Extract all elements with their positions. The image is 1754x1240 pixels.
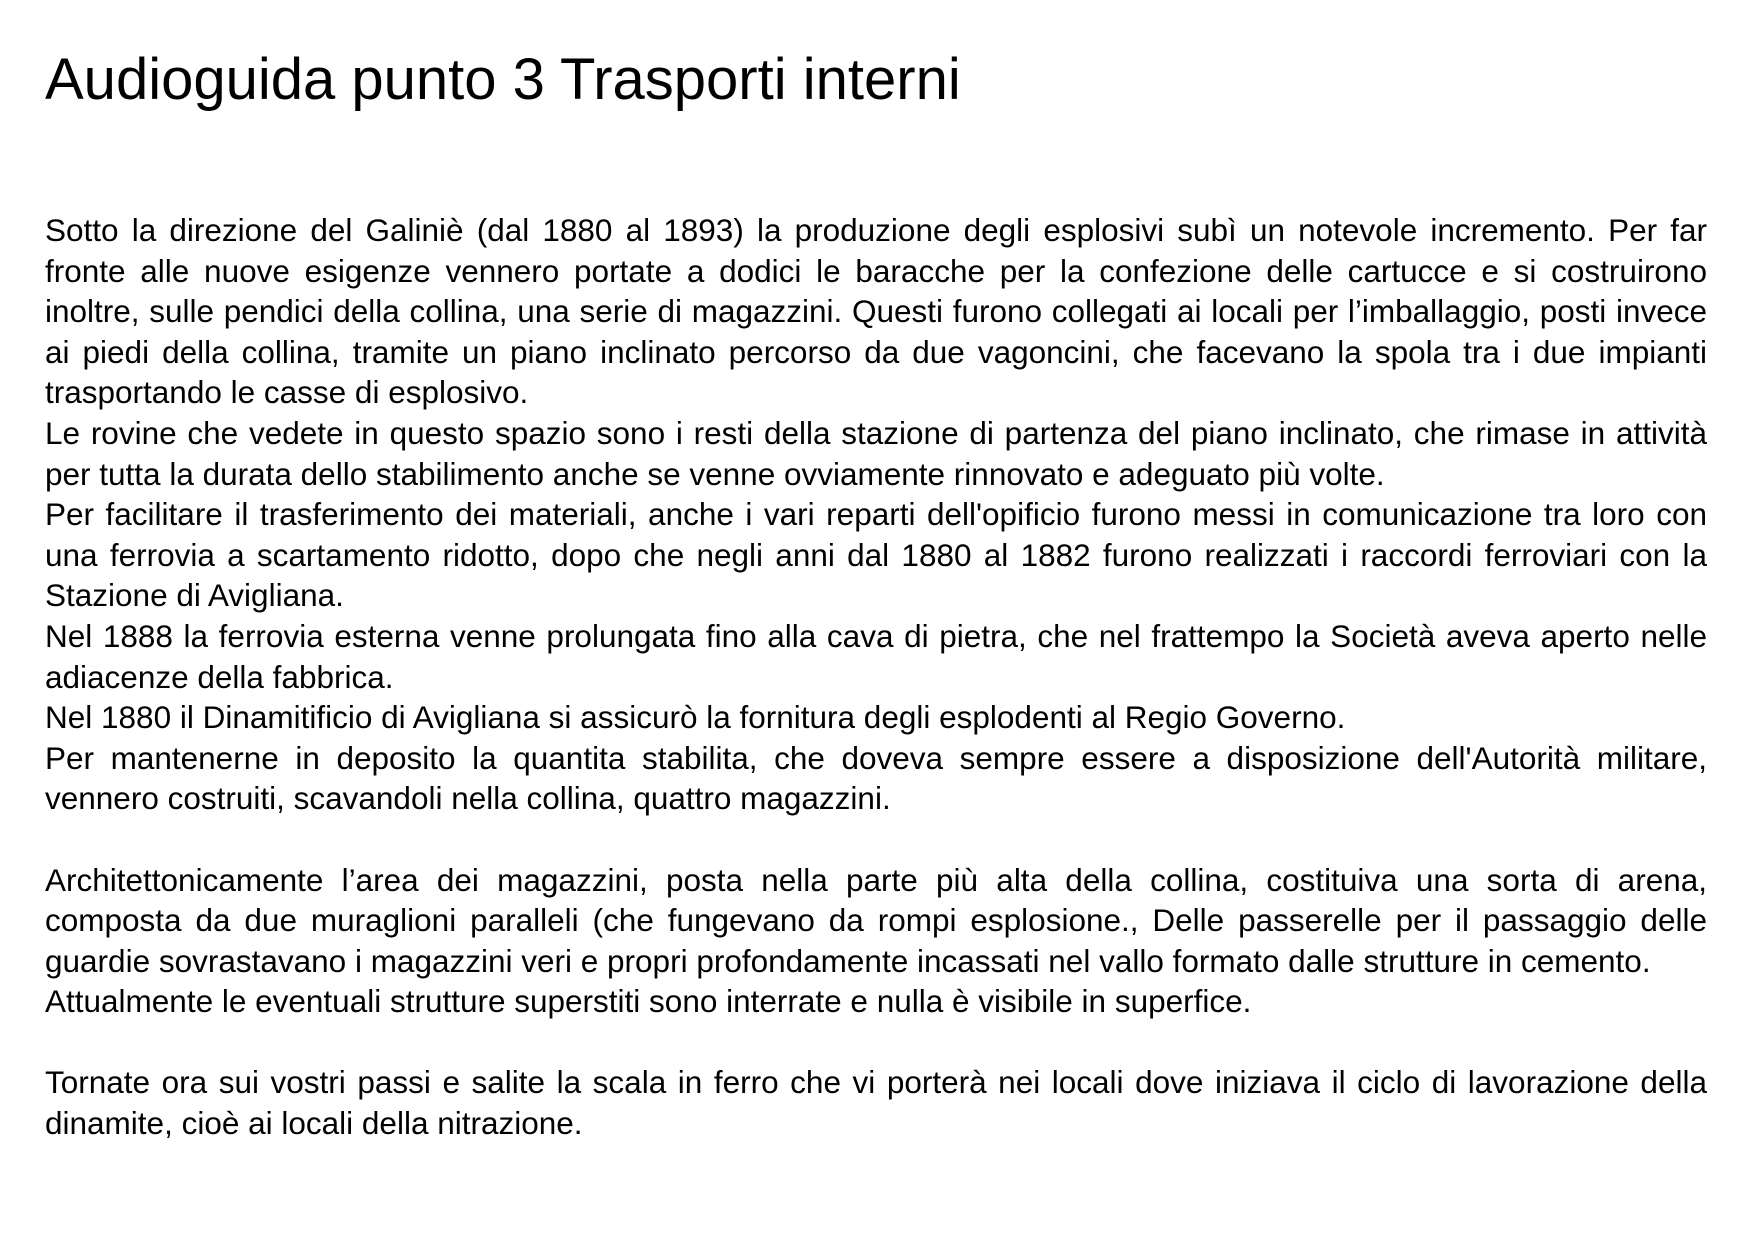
paragraph-strutture-interrate: Attualmente le eventuali strutture superstiti sono interrate e nulla è visibile in superfice.: [45, 983, 1252, 1020]
paragraph-tornate-scala: Tornate ora sui vostri passi e salite la scala in ferro che vi porterà nei locali dove iniziava il ciclo di lavorazione della dinamite, cioè ai locali della nitrazione.: [45, 1064, 1707, 1142]
paragraph-spacer: [45, 819, 1707, 860]
document-title: Audioguida punto 3 Trasporti interni: [45, 47, 961, 112]
paragraph-quattro-magazzini: Per mantenerne in deposito la quantita stabilita, che doveva sempre essere a disposizione dell'Autorità militare, vennero costruiti, scavandoli nella collina, quattro magazzini.: [45, 739, 1707, 817]
paragraph-ferrovia-ridotta: Per facilitare il trasferimento dei materiali, anche i vari reparti dell'opificio furono messi in comunicazione tra loro con una ferrovia a scartamento ridotto, dopo che negli anni dal 1880 al 1882 furono realizzati i raccordi ferroviari con la Stazione di Avigliana.: [45, 496, 1707, 614]
paragraph-regio-governo: Nel 1880 il Dinamitificio di Avigliana si assicurò la fornitura degli esplodenti al Regio Governo.: [45, 699, 1346, 736]
document-page: [45, 44, 1707, 1144]
paragraph-spacer: [45, 1022, 1707, 1063]
document-body: [45, 210, 1707, 1144]
paragraph-cava-pietra: Nel 1888 la ferrovia esterna venne prolungata fino alla cava di pietra, che nel frattempo la Società aveva aperto nelle adiacenze della fabbrica.: [45, 617, 1707, 695]
paragraph-architettura-magazzini: Architettonicamente l’area dei magazzini, posta nella parte più alta della collina, costituiva una sorta di arena, composta da due muraglioni paralleli (che fungevano da rompi esplosione., Delle passerelle per il passaggio delle guardie sovrastavano i magazzini veri e propri profondamente incassati nel vallo formato dalle strutture in cemento.: [45, 861, 1707, 979]
paragraph-rovine-stazione: Le rovine che vedete in questo spazio sono i resti della stazione di partenza del piano inclinato, che rimase in attività per tutta la durata dello stabilimento anche se venne ovviamente rinnovato e adeguato più volte.: [45, 414, 1707, 492]
paragraph-direzione-galinie: Sotto la direzione del Galiniè (dal 1880 al 1893) la produzione degli esplosivi subì un notevole incremento. Per far fronte alle nuove esigenze vennero portate a dodici le baracche per la confezione delle cartucce e si costruirono inoltre, sulle pendici della collina, una serie di magazzini. Questi furono collegati ai locali per l’imballaggio, posti invece ai piedi della collina, tramite un piano inclinato percorso da due vagoncini, che facevano la spola tra i due impianti trasportando le casse di esplosivo.: [45, 212, 1707, 411]
